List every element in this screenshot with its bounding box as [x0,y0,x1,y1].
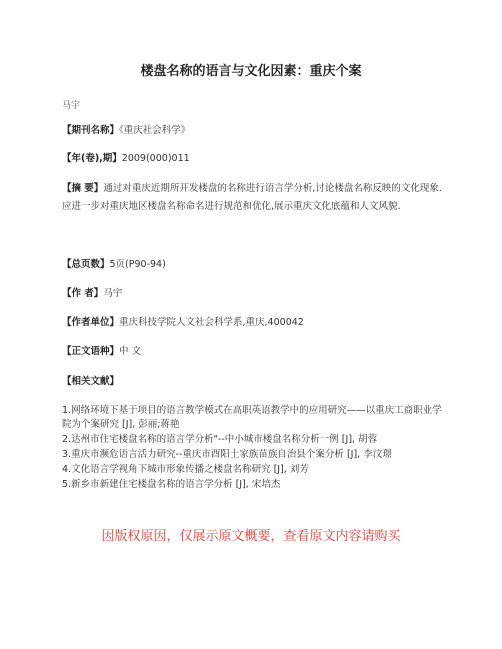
reference-item[interactable]: 1.网络环境下基于项目的语言教学模式在高职英语教学中的应用研究——以重庆工商职业学院为个案研究 [J], 彭丽;蒋艳 [62,405,442,430]
field-related [62,373,442,391]
field-label: 【正文语种】 [62,346,120,357]
reference-item[interactable]: 4.文化语言学视角下城市形象传播之楼盘名称研究 [J], 刘芳 [62,464,309,475]
field-value: 重庆科技学院人文社会科学系,重庆,400042 [119,317,304,328]
paper-title: 楼盘名称的语言与文化因素：重庆个案 [140,64,362,79]
field-affiliation [62,314,442,332]
field-label: 【期刊名称】 [62,125,120,136]
field-pages [62,256,442,274]
field-label: 【相关文献】 [62,376,120,387]
reference-item[interactable]: 3.重庆市濒危语言活力研究--重庆市酉阳土家族苗族自治县个案分析 [J], 李汶璟 [62,449,392,460]
field-language [62,343,442,361]
field-label: 【摘 要】 [62,183,104,194]
field-author [62,285,442,303]
field-value: 通过对重庆近期所开发楼盘的名称进行语言学分析,讨论楼盘名称反映的文化现象.应进一步对重庆地区楼盘名称命名进行规范和优化,展示重庆文化底蕴和人文风貌. [62,183,442,212]
field-year-issue [62,150,442,168]
field-value: 5页(P90-94) [109,259,166,270]
field-abstract [62,180,442,216]
field-journal [62,122,442,140]
field-label: 【作 者】 [62,288,104,299]
field-value: 马宇 [103,288,123,299]
field-label: 【总页数】 [62,259,110,270]
field-value: 《重庆社会科学》 [119,125,191,136]
copyright-notice[interactable]: 因版权原因，仅展示原文概要，查看原文内容请购买 [101,529,401,544]
author-line: 马宇 [62,101,81,111]
field-label: 【作者单位】 [62,317,120,328]
reference-list [62,404,442,493]
field-label: 【年(卷),期】 [62,153,122,164]
reference-item[interactable]: 5.新乡市新建住宅楼盘名称的语言学分析 [J], 宋培杰 [62,479,281,490]
reference-item[interactable]: 2.达州市住宅楼盘名称的语言学分析"--中小城市楼盘名称分析一例 [J], 胡蓉 [62,434,378,445]
field-value: 中 文 [119,346,142,357]
field-value: 2009(000)011 [121,153,190,164]
